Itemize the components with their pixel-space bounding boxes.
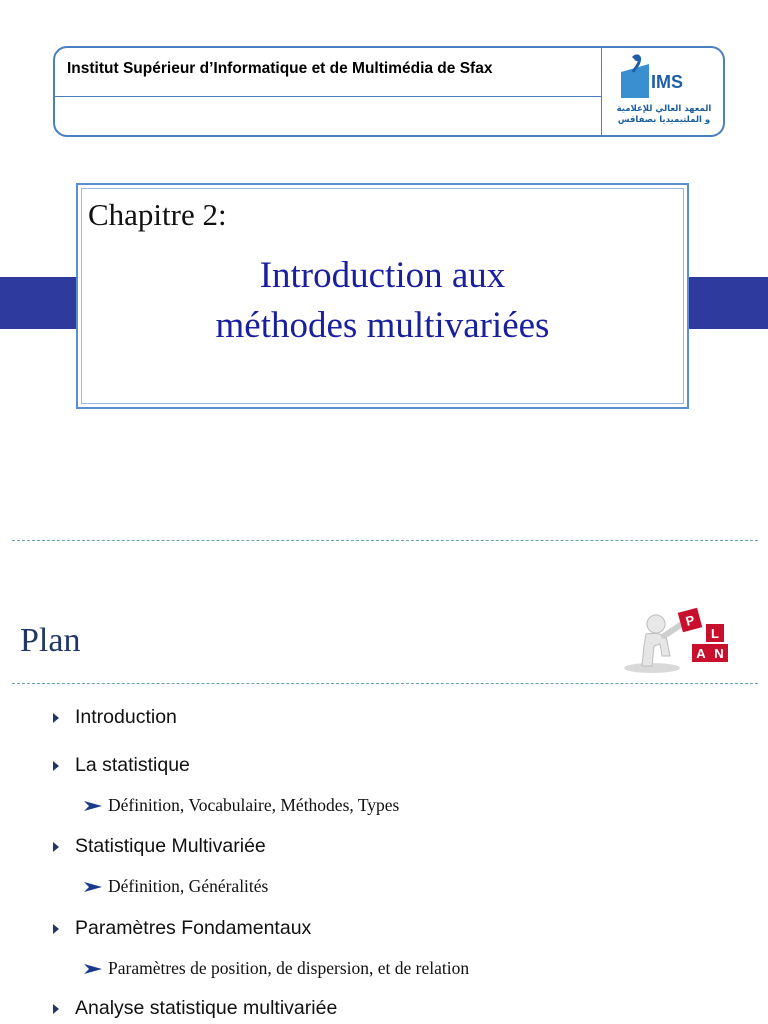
plan-title-underline xyxy=(12,683,758,684)
header-divider xyxy=(55,96,601,97)
isims-logo xyxy=(611,54,717,130)
slide-separator xyxy=(12,540,758,541)
arrow-bullet-icon xyxy=(84,800,102,812)
bullet-icon xyxy=(53,761,59,771)
plan-item: Introduction xyxy=(75,706,177,728)
institute-header xyxy=(53,46,725,137)
arrow-bullet-icon xyxy=(84,881,102,893)
plan-item: Paramètres Fondamentaux xyxy=(75,917,312,939)
chapter-label: Chapitre 2: xyxy=(88,197,227,232)
bullet-icon xyxy=(53,1004,59,1014)
svg-text:P: P xyxy=(684,612,697,629)
logo-arabic-text: المعهد العالي للإعلامية و الملتيميديا بصفاقس xyxy=(616,104,712,125)
plan-subitem: Définition, Généralités xyxy=(108,876,269,896)
plan-item: Statistique Multivariée xyxy=(75,835,266,857)
svg-text:N: N xyxy=(714,646,724,661)
logo-text: IMS xyxy=(651,72,684,92)
plan-subitem: Définition, Vocabulaire, Méthodes, Types xyxy=(108,795,400,815)
bullet-icon xyxy=(53,924,59,934)
bullet-icon xyxy=(53,842,59,852)
chapter-title-box xyxy=(76,183,689,409)
institute-name: Institut Supérieur d’Informatique et de Multimédia de Sfax xyxy=(67,60,493,77)
plan-illustration-image xyxy=(612,602,752,678)
svg-text:A: A xyxy=(696,646,706,661)
title-band-right xyxy=(688,277,768,329)
chapter-title xyxy=(78,251,687,351)
chapter-title-line-1: Introduction aux xyxy=(259,255,506,296)
svg-text:L: L xyxy=(711,626,719,641)
plan-item: Analyse statistique multivariée xyxy=(75,997,338,1019)
chapter-title-line-2: méthodes multivariées xyxy=(215,305,550,346)
title-band-left xyxy=(0,277,78,329)
bullet-icon xyxy=(53,713,59,723)
plan-subitem: Paramètres de position, de dispersion, et de relation xyxy=(108,958,470,978)
plan-title: Plan xyxy=(20,622,81,659)
arrow-bullet-icon xyxy=(84,963,102,975)
plan-item: La statistique xyxy=(75,754,190,776)
header-divider-vertical xyxy=(601,48,602,135)
